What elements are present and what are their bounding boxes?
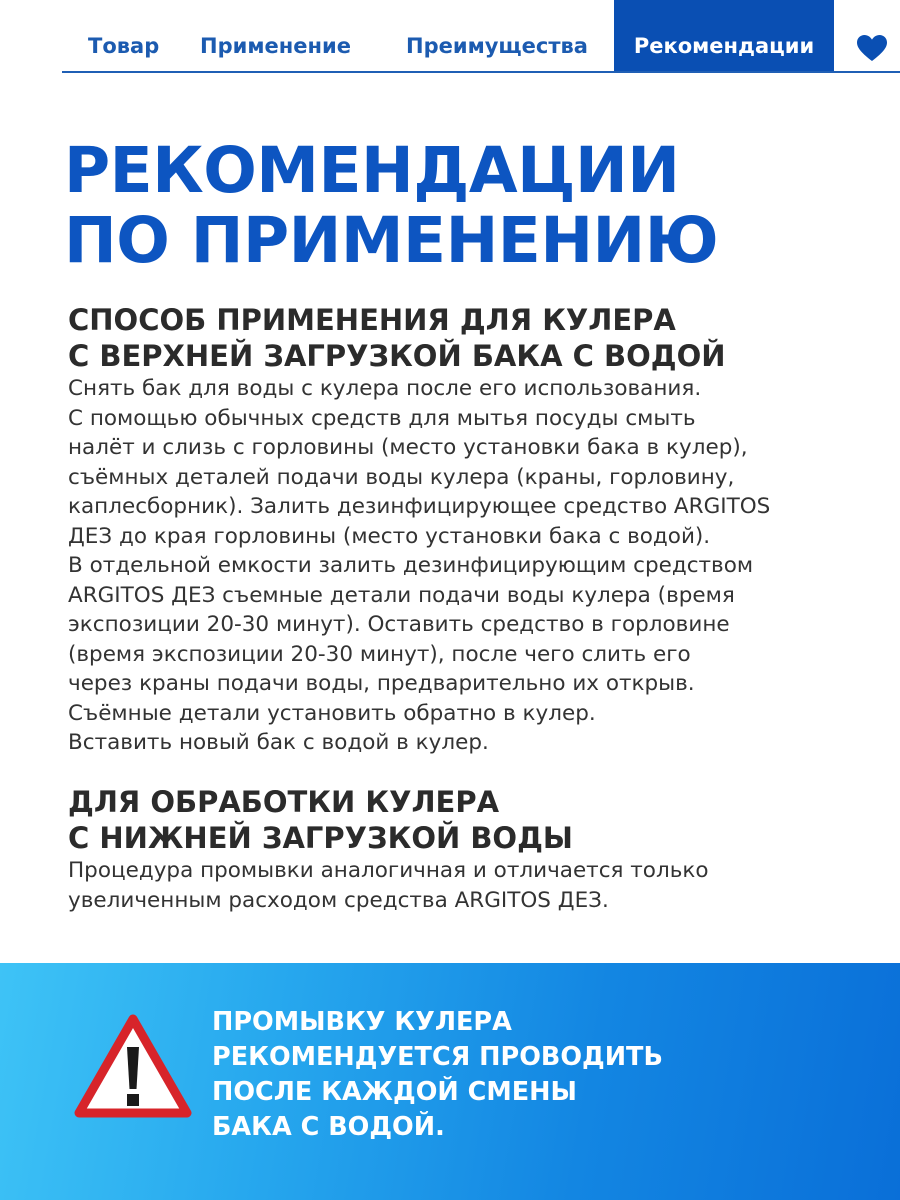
page-title-line: РЕКОМЕНДАЦИИ <box>64 134 680 207</box>
paragraph-line: С помощью обычных средств для мытья посуды смыть <box>68 405 696 431</box>
section-title-line: СПОСОБ ПРИМЕНЕНИЯ ДЛЯ КУЛЕРА <box>68 303 676 337</box>
paragraph-line: Процедура промывки аналогичная и отличается только <box>68 858 709 883</box>
nav-underline <box>62 71 900 73</box>
page-title <box>64 136 718 276</box>
section-title-line: С ВЕРХНЕЙ ЗАГРУЗКОЙ БАКА С ВОДОЙ <box>68 339 726 373</box>
paragraph-line: Съёмные детали установить обратно в кулер. <box>68 700 596 726</box>
heart-icon[interactable] <box>856 34 888 62</box>
paragraph-line: Вставить новый бак с водой в кулер. <box>68 730 489 755</box>
tab-benefits[interactable]: Преимущества <box>406 34 588 58</box>
paragraph-line: В отдельной емкости залить дезинфицирующим средством <box>68 553 754 578</box>
section-top-loading-title <box>68 302 726 374</box>
section-title-line: С НИЖНЕЙ ЗАГРУЗКОЙ ВОДЫ <box>68 821 573 855</box>
section-title-line: ДЛЯ ОБРАБОТКИ КУЛЕРА <box>68 785 500 819</box>
paragraph-line: ARGITOS ДЕЗ съемные детали подачи воды кулера (время <box>68 582 735 608</box>
banner-text-line: ПРОМЫВКУ КУЛЕРА <box>212 1007 512 1037</box>
paragraph-line: каплесборник). Залить дезинфицирующее средство ARGITOS <box>68 494 771 519</box>
warning-banner-text <box>212 1005 663 1145</box>
paragraph-line: увеличенным расходом средства ARGITOS ДЕЗ. <box>68 887 609 913</box>
banner-text-line: ПОСЛЕ КАЖДОЙ СМЕНЫ <box>212 1077 577 1107</box>
top-navigation <box>0 0 900 74</box>
tab-usage[interactable]: Применение <box>200 34 351 58</box>
paragraph-line: через краны подачи воды, предварительно их открыв. <box>68 671 695 696</box>
section-bottom-loading-title <box>68 784 573 856</box>
section-top-loading-text <box>68 374 770 758</box>
page-title-line: ПО ПРИМЕНЕНИЮ <box>64 204 719 277</box>
paragraph-line: съёмных деталей подачи воды кулера (краны, горловину, <box>68 464 735 490</box>
paragraph-line: ДЕЗ до края горловины (место установки бака с водой). <box>68 523 711 549</box>
warning-icon <box>74 1014 192 1120</box>
section-bottom-loading-text <box>68 856 709 915</box>
paragraph-line: налёт и слизь с горловины (место установки бака в кулер), <box>68 435 748 460</box>
paragraph-line: (время экспозиции 20-30 минут), после чего слить его <box>68 641 691 667</box>
paragraph-line: Снять бак для воды с кулера после его использования. <box>68 376 702 401</box>
tab-recommendations[interactable]: Рекомендации <box>614 0 834 72</box>
banner-text-line: РЕКОМЕНДУЕТСЯ ПРОВОДИТЬ <box>212 1042 663 1072</box>
tab-product[interactable]: Товар <box>88 34 160 58</box>
banner-text-line: БАКА С ВОДОЙ. <box>212 1112 445 1142</box>
paragraph-line: экспозиции 20-30 минут). Оставить средство в горловине <box>68 612 730 637</box>
